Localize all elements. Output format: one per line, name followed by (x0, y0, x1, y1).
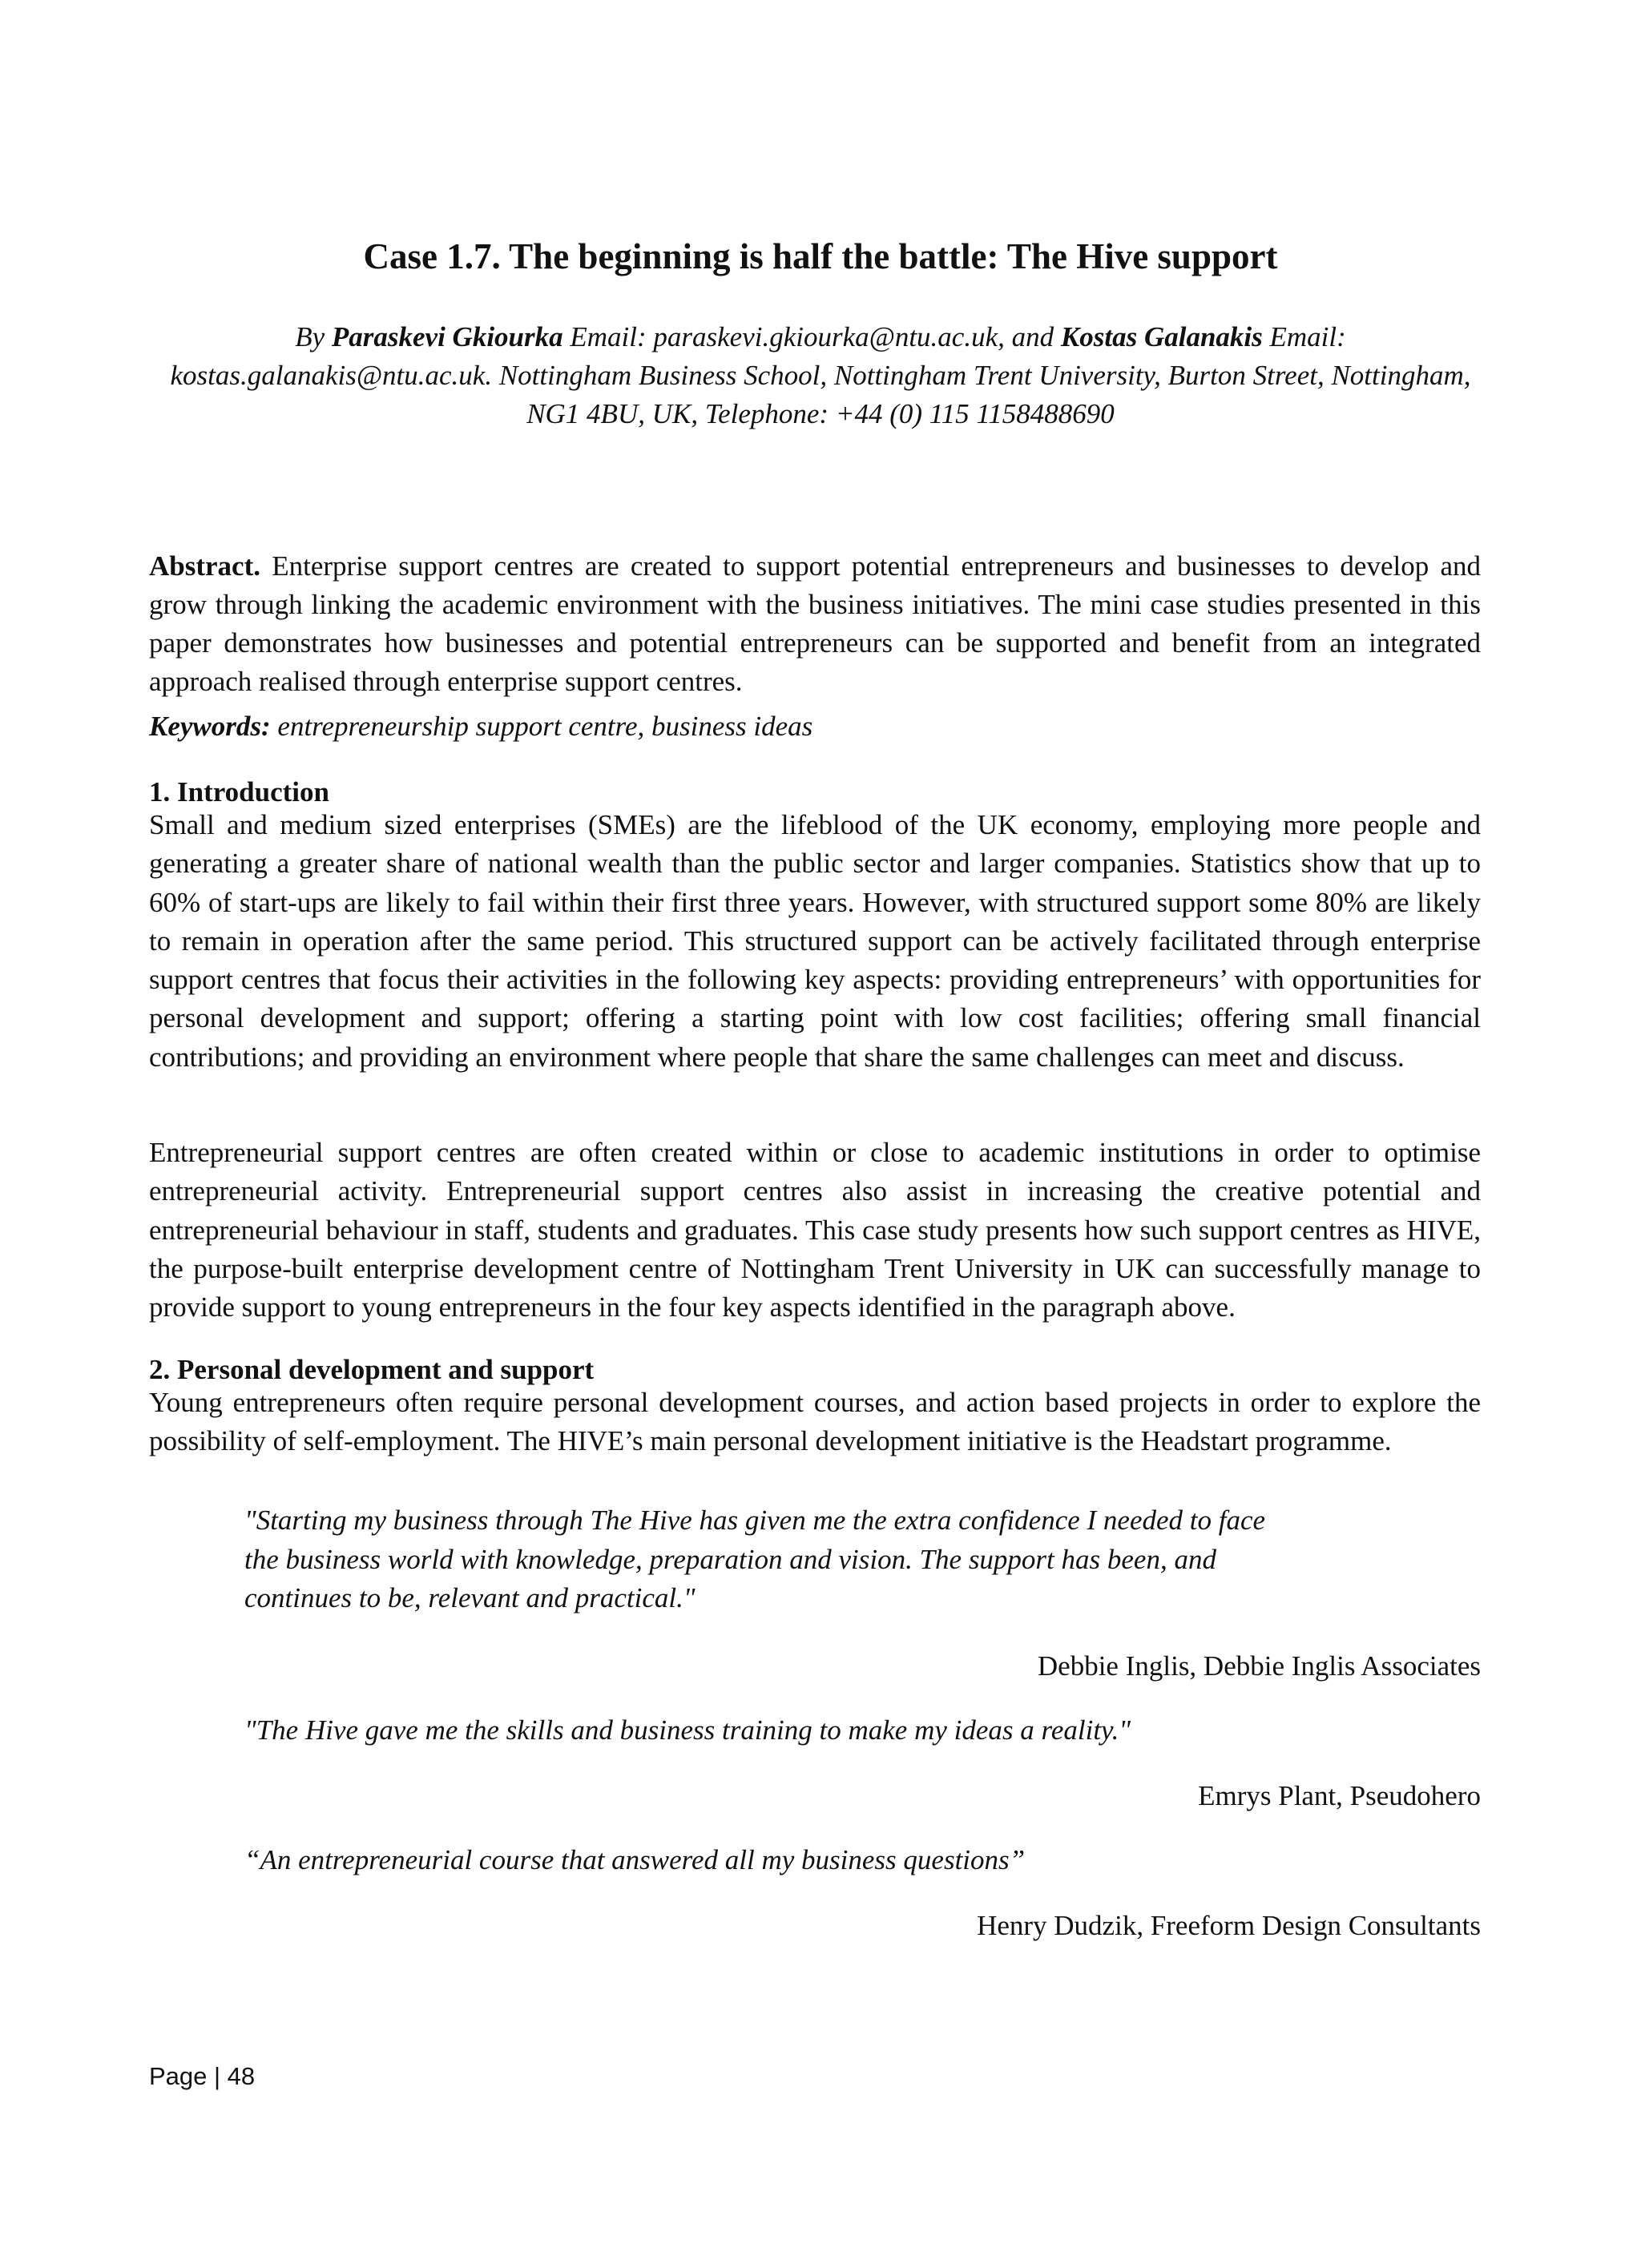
author-1-name: Paraskevi Gkiourka (331, 321, 563, 352)
keywords (149, 707, 1481, 746)
author-2-name: Kostas Galanakis (1060, 321, 1263, 352)
section-1-paragraph-2: Entrepreneurial support centres are often created within or close to academic institutions in order to optimise entrepreneurial activity. Entrepreneurial support centres also assist in increasing the creative potential and entrepreneurial behaviour in staff, students and graduates. This case study presents how such support centres as HIVE, the purpose-built enterprise development centre of Nottingham Trent University in UK can successfully manage to provide support to young entrepreneurs in the four key aspects identified in the paragraph above. (149, 1137, 1481, 1323)
byline-and: , and (998, 321, 1061, 352)
abstract-text: Enterprise support centres are created to support potential entrepreneurs and businesses to develop and grow through linking the academic environment with the business initiatives. The mini case studies presented in this paper demonstrates how businesses and potential entrepreneurs can be supported and benefit from an integrated approach realised through enterprise support centres. (149, 550, 1481, 697)
section-2-heading: 2. Personal development and support (149, 1354, 595, 1385)
section-1-paragraph-1: Small and medium sized enterprises (SMEs) are the lifeblood of the UK economy, employing more people and generating a greater share of national wealth than the public sector and larger companies. Statistics show that up to 60% of start-ups are likely to fail within their first three years. However, with structured support some 80% are likely to remain in operation after the same period. This structured support can be actively facilitated through enterprise support centres that focus their activities in the following key aspects: providing entrepreneurs’ with opportunities for personal development and support; offering a starting point with low cost facilities; offering small financial contributions; and providing an environment where people that share the same challenges can meet and discuss. (149, 809, 1481, 1073)
quote-3: “An entrepreneurial course that answered all my business questions” (244, 1844, 1026, 1875)
author-2-email: kostas.galanakis@ntu.ac.uk (170, 360, 486, 391)
quote-2-attribution: Emrys Plant, Pseudohero (1198, 1780, 1481, 1811)
abstract-label: Abstract. (149, 550, 260, 582)
author-byline (149, 318, 1492, 433)
author-affiliation: . Nottingham Business School, Nottingham Trent University, Burton Street, Nottingham, NG1 4BU, UK, Telephone: +44 (0) 115 1158488690 (485, 360, 1471, 429)
quote-1: "Starting my business through The Hive has given me the extra confidence I needed to face the business world with knowledge, preparation and vision. The support has been, and continues to be, relevant and practical." (244, 1505, 1266, 1613)
section-1-heading: 1. Introduction (149, 776, 329, 808)
author-1-email: paraskevi.gkiourka@ntu.ac.uk (653, 321, 998, 352)
quote-2: "The Hive gave me the skills and business training to make my ideas a reality." (244, 1714, 1131, 1746)
quote-3-attribution: Henry Dudzik, Freeform Design Consultants (977, 1910, 1481, 1941)
quote-1-attribution: Debbie Inglis, Debbie Inglis Associates (1037, 1650, 1481, 1682)
abstract (149, 547, 1481, 701)
email-2-label: Email: (1262, 321, 1346, 352)
keywords-label: Keywords: (149, 711, 271, 742)
section-2-paragraph-1: Young entrepreneurs often require personal development courses, and action based projects in order to explore the possibility of self-employment. The HIVE’s main personal development initiative is the Headstart programme. (149, 1387, 1481, 1457)
page-title: Case 1.7. The beginning is half the battle: The Hive support (363, 236, 1278, 276)
page-number: Page | 48 (149, 2062, 256, 2090)
email-1-label: Email: (562, 321, 654, 352)
byline-by: By (295, 321, 332, 352)
keywords-text: entrepreneurship support centre, business ideas (270, 711, 813, 742)
